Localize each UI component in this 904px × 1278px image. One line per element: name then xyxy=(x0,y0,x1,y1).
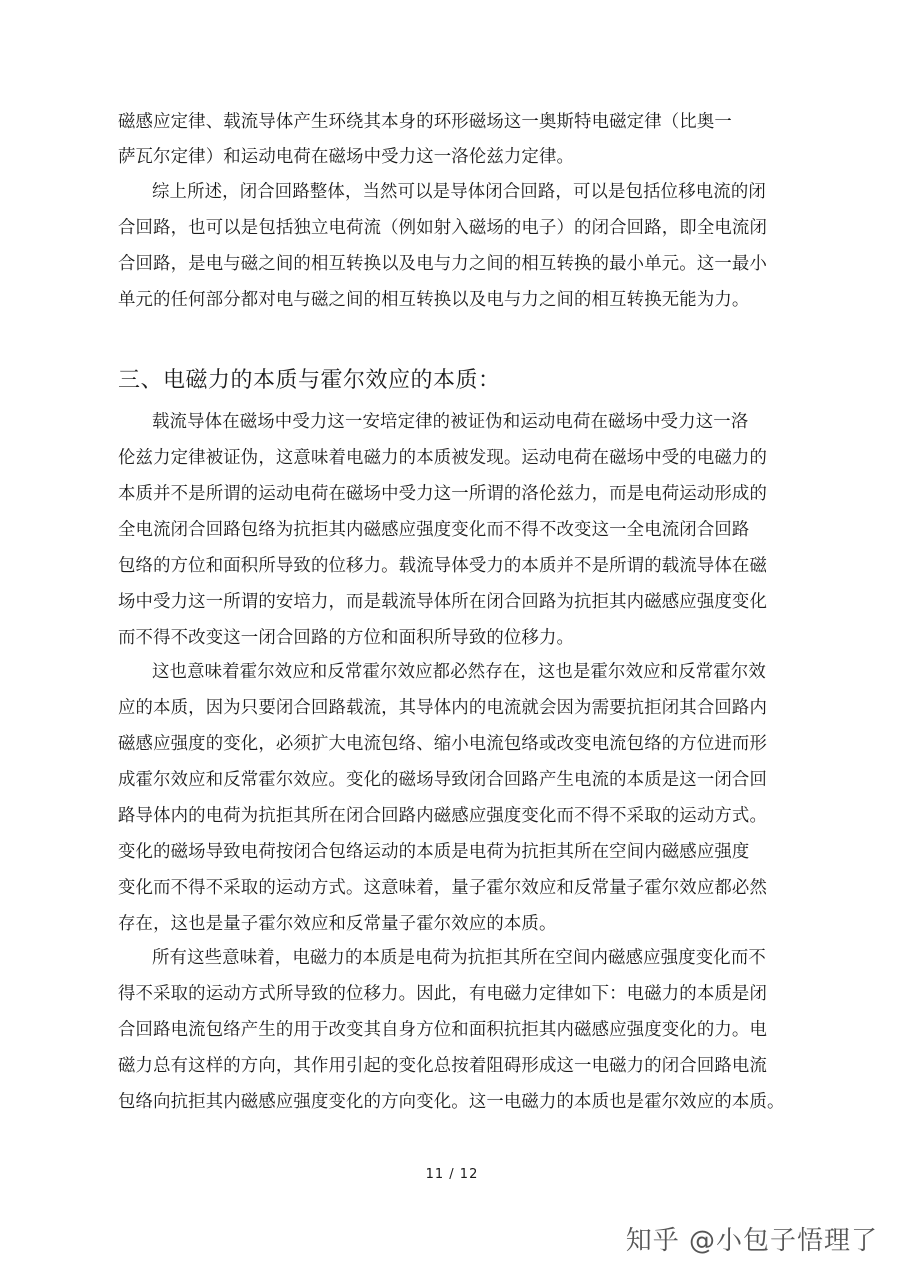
text-line: 合回路电流包络产生的用于改变其自身方位和面积抗拒其内磁感应强度变化的力。电 xyxy=(118,1020,768,1040)
text-line: 得不采取的运动方式所导致的位移力。因此，有电磁力定律如下：电磁力的本质是闭 xyxy=(118,984,768,1004)
text-line: 全电流闭合回路包络为抗拒其内磁感应强度变化而不得不改变这一全电流闭合回路 xyxy=(118,520,750,540)
text-line: 应的本质，因为只要闭合回路载流，其导体内的电流就会因为需要抗拒闭其合回路内 xyxy=(118,698,768,718)
text-line: 综上所述，闭合回路整体，当然可以是导体闭合回路，可以是包括位移电流的闭 xyxy=(152,182,766,202)
text-line: 磁力总有这样的方向，其作用引起的变化总按着阻碍形成这一电磁力的闭合回路电流 xyxy=(118,1056,768,1076)
text-line: 本质并不是所谓的运动电荷在磁场中受力这一所谓的洛伦兹力，而是电荷运动形成的 xyxy=(118,484,768,504)
text-line: 这也意味着霍尔效应和反常霍尔效应都必然存在，这也是霍尔效应和反常霍尔效 xyxy=(152,662,766,682)
text-line: 萨瓦尔定律）和运动电荷在磁场中受力这一洛伦兹力定律。 xyxy=(118,147,575,167)
text-line: 路导体内的电荷为抗拒其所在闭合回路内磁感应强度变化而不得不采取的运动方式。 xyxy=(118,806,768,826)
text-line: 合回路，也可以是包括独立电荷流（例如射入磁场的电子）的闭合回路，即全电流闭 xyxy=(118,218,768,238)
text-line: 包络的方位和面积所导致的位移力。载流导体受力的本质并不是所谓的载流导体在磁 xyxy=(118,556,768,576)
text-line: 载流导体在磁场中受力这一安培定律的被证伪和运动电荷在磁场中受力这一洛 xyxy=(152,412,749,432)
text-line: 磁感应强度的变化，必须扩大电流包络、缩小电流包络或改变电流包络的方位进而形 xyxy=(118,734,768,754)
text-line: 所有这些意味着，电磁力的本质是电荷为抗拒其所在空间内磁感应强度变化而不 xyxy=(152,948,766,968)
section-heading: 三、电磁力的本质与霍尔效应的本质： xyxy=(118,368,501,393)
text-line: 包络向抗拒其内磁感应强度变化的方向变化。这一电磁力的本质也是霍尔效应的本质。 xyxy=(118,1092,785,1112)
watermark: 知乎 @小包子悟理了 xyxy=(625,1226,878,1256)
page-number: 11 / 12 xyxy=(425,1167,479,1182)
text-line: 成霍尔效应和反常霍尔效应。变化的磁场导致闭合回路产生电流的本质是这一闭合回 xyxy=(118,770,768,790)
text-line: 合回路，是电与磁之间的相互转换以及电与力之间的相互转换的最小单元。这一最小 xyxy=(118,254,768,274)
text-line: 磁感应定律、载流导体产生环绕其本身的环形磁场这一奥斯特电磁定律（比奥一 xyxy=(118,112,732,132)
text-line: 而不得不改变这一闭合回路的方位和面积所导致的位移力。 xyxy=(118,628,575,648)
text-line: 单元的任何部分都对电与磁之间的相互转换以及电与力之间的相互转换无能为力。 xyxy=(118,290,750,310)
text-line: 变化而不得不采取的运动方式。这意味着，量子霍尔效应和反常量子霍尔效应都必然 xyxy=(118,878,768,898)
text-line: 场中受力这一所谓的安培力，而是载流导体所在闭合回路为抗拒其内磁感应强度变化 xyxy=(118,592,768,612)
text-line: 伦兹力定律被证伪，这意味着电磁力的本质被发现。运动电荷在磁场中受的电磁力的 xyxy=(118,448,768,468)
text-line: 变化的磁场导致电荷按闭合包络运动的本质是电荷为抗拒其所在空间内磁感应强度 xyxy=(118,842,750,862)
text-line: 存在，这也是量子霍尔效应和反常量子霍尔效应的本质。 xyxy=(118,914,557,934)
